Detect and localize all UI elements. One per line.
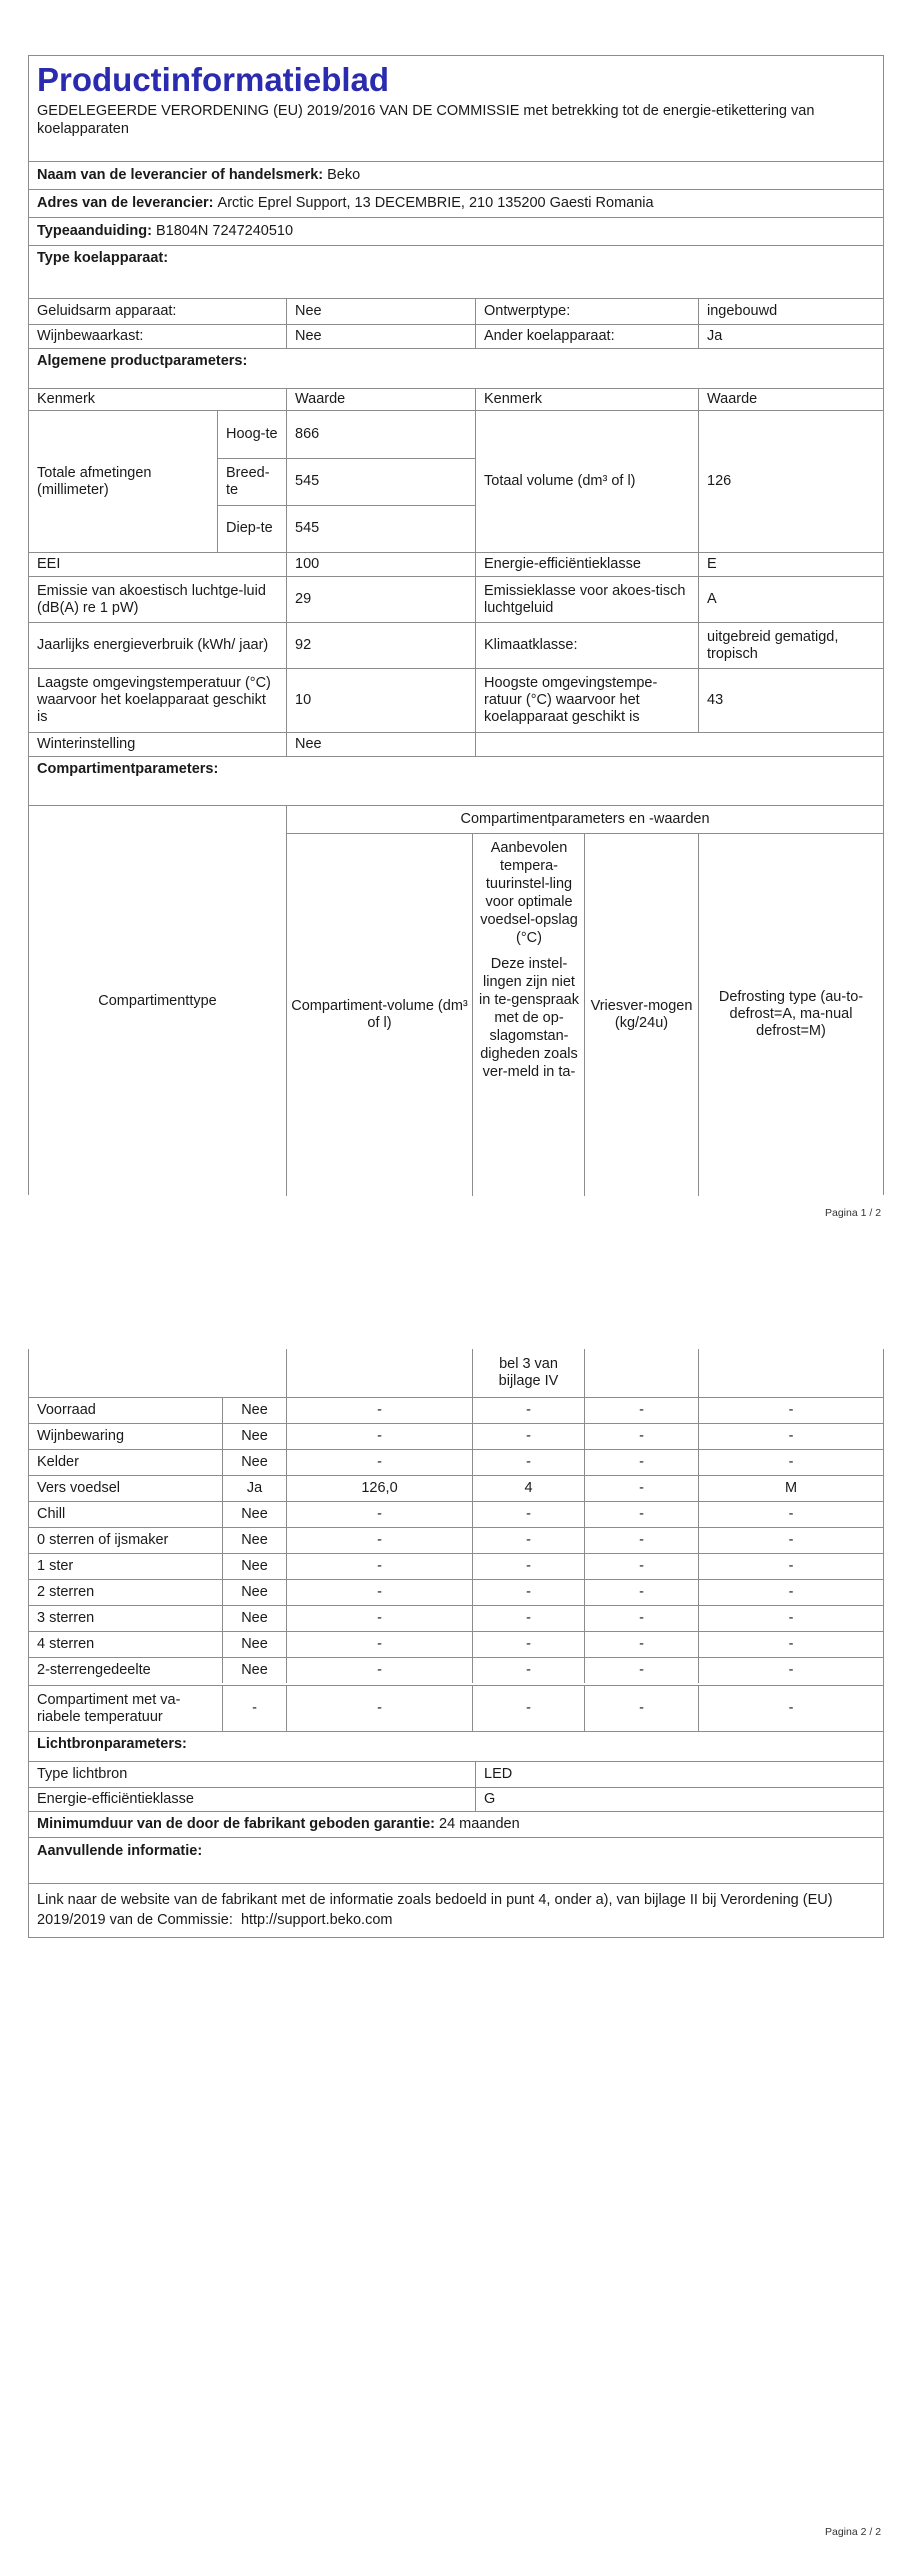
min-temp-label: Laagste omgevingstemperatuur (°C) waarvoor het koelapparaat geschikt is bbox=[37, 675, 271, 725]
compartment-volume: - bbox=[286, 1606, 472, 1631]
extra-heading: Aanvullende informatie: bbox=[37, 1843, 203, 1859]
compartment-freeze: - bbox=[584, 1450, 698, 1475]
table-row bbox=[29, 1579, 883, 1605]
noise-value: 29 bbox=[286, 577, 475, 622]
compartment-present: Nee bbox=[222, 1398, 286, 1423]
product-info-table-page1 bbox=[28, 55, 884, 1195]
compartment-present: Nee bbox=[222, 1554, 286, 1579]
type-row-2-label: Wijnbewaarkast: bbox=[37, 328, 144, 344]
comp-header-block bbox=[29, 805, 883, 1196]
compartment-freeze: - bbox=[584, 1424, 698, 1449]
energy-class-value: E bbox=[698, 553, 883, 576]
winter-row bbox=[29, 732, 883, 756]
min-temp-value: 10 bbox=[286, 669, 475, 732]
type-row-1-label2: Ontwerptype: bbox=[475, 299, 698, 324]
variable-temp-row bbox=[29, 1685, 883, 1731]
comp-temp-header-a: Aanbevolen tempera-tuurinstel-ling voor optimale voedsel-opslag (°C) bbox=[480, 840, 578, 946]
general-heading-row bbox=[29, 348, 883, 374]
noise-class-label: Emissieklasse voor akoes-tisch luchtgeluid bbox=[475, 577, 698, 622]
waarde-header: Waarde bbox=[286, 389, 475, 410]
winter-value: Nee bbox=[286, 733, 475, 756]
comp-freeze-header: Vriesver-mogen (kg/24u) bbox=[584, 833, 698, 1196]
general-column-header bbox=[29, 388, 883, 410]
address-label: Adres van de leverancier: bbox=[37, 195, 214, 211]
param-row-4 bbox=[29, 668, 883, 732]
comp-type-header: Compartimenttype bbox=[98, 992, 217, 1009]
dimensions-block bbox=[29, 410, 883, 552]
climate-class-label: Klimaatklasse: bbox=[475, 623, 698, 668]
dim-depth-label: Diep-te bbox=[217, 505, 286, 552]
energy-class-label: Energie-efficiëntieklasse bbox=[475, 553, 698, 576]
eei-value: 100 bbox=[286, 553, 475, 576]
warranty-row bbox=[29, 1811, 883, 1837]
compartment-defrost: - bbox=[698, 1398, 883, 1423]
extra-info-row bbox=[29, 1883, 883, 1938]
compartment-present: Nee bbox=[222, 1658, 286, 1683]
light-class-label: Energie-efficiëntieklasse bbox=[37, 1791, 194, 1807]
dim-height-value: 866 bbox=[286, 411, 475, 458]
compartment-volume: - bbox=[286, 1398, 472, 1423]
type-row-1-value2: ingebouwd bbox=[698, 299, 883, 324]
table-row bbox=[29, 1423, 883, 1449]
compartment-volume: - bbox=[286, 1424, 472, 1449]
light-type-value: LED bbox=[475, 1762, 883, 1787]
table-row bbox=[29, 1501, 883, 1527]
light-heading: Lichtbronparameters: bbox=[37, 1736, 187, 1752]
compartment-temp: - bbox=[472, 1502, 584, 1527]
address-row bbox=[29, 189, 883, 217]
compartment-freeze: - bbox=[584, 1398, 698, 1423]
table-row bbox=[29, 1605, 883, 1631]
compartment-defrost: - bbox=[698, 1632, 883, 1657]
model-label: Typeaanduiding: bbox=[37, 223, 152, 239]
address-value: Arctic Eprel Support, 13 DECEMBRIE, 210 135200 Gaesti Romania bbox=[217, 195, 654, 211]
waarde-header-2: Waarde bbox=[698, 389, 883, 410]
regulation-subtitle: GEDELEGEERDE VERORDENING (EU) 2019/2016 VAN DE COMMISSIE met betrekking tot de energie-etikettering van koelapparaten bbox=[37, 103, 815, 137]
comp-defrost-header: Defrosting type (au-to-defrost=A, ma-nual defrost=M) bbox=[698, 833, 883, 1196]
product-info-table-page2 bbox=[28, 1349, 884, 1938]
param-row-1 bbox=[29, 552, 883, 576]
compartment-temp: 4 bbox=[472, 1476, 584, 1501]
max-temp-value: 43 bbox=[698, 669, 883, 732]
comp-volume-header: Compartiment-volume (dm³ of l) bbox=[286, 833, 472, 1196]
variable-temp-defrost: - bbox=[698, 1686, 883, 1731]
table-row bbox=[29, 1449, 883, 1475]
dim-height-label: Hoog-te bbox=[217, 411, 286, 458]
table-row bbox=[29, 1475, 883, 1501]
compartment-present: Nee bbox=[222, 1580, 286, 1605]
type-row-1 bbox=[29, 298, 883, 324]
compartment-temp: - bbox=[472, 1398, 584, 1423]
variable-temp-freeze: - bbox=[584, 1686, 698, 1731]
compartment-present: Nee bbox=[222, 1528, 286, 1553]
compartment-defrost: - bbox=[698, 1606, 883, 1631]
noise-class-value: A bbox=[698, 577, 883, 622]
variable-temp-present: - bbox=[222, 1686, 286, 1731]
type-row-2-label2: Ander koelapparaat: bbox=[475, 325, 698, 348]
compartment-temp: - bbox=[472, 1424, 584, 1449]
compartment-label: 2 sterren bbox=[37, 1584, 95, 1600]
compartment-label: 0 sterren of ijsmaker bbox=[37, 1532, 169, 1548]
compartment-defrost: - bbox=[698, 1528, 883, 1553]
light-type-label: Type lichtbron bbox=[37, 1766, 128, 1782]
dim-width-label: Breed-te bbox=[217, 458, 286, 505]
compartment-volume: - bbox=[286, 1528, 472, 1553]
model-row bbox=[29, 217, 883, 245]
compartment-defrost: - bbox=[698, 1502, 883, 1527]
light-heading-row bbox=[29, 1731, 883, 1757]
table-row bbox=[29, 1553, 883, 1579]
max-temp-label: Hoogste omgevingstempe-ratuur (°C) waarvoor het koelapparaat geschikt is bbox=[475, 669, 698, 732]
type-row-2 bbox=[29, 324, 883, 348]
variable-temp-label: Compartiment met va-riabele temperatuur bbox=[37, 1691, 181, 1725]
warranty-value: 24 maanden bbox=[439, 1816, 520, 1832]
light-row-1 bbox=[29, 1761, 883, 1787]
compartment-label: 4 sterren bbox=[37, 1636, 95, 1652]
eei-label: EEI bbox=[37, 556, 61, 572]
compartment-volume: - bbox=[286, 1658, 472, 1683]
compartment-present: Nee bbox=[222, 1502, 286, 1527]
supplier-row bbox=[29, 161, 883, 189]
compartment-temp: - bbox=[472, 1658, 584, 1683]
type-row-2-value2: Ja bbox=[698, 325, 883, 348]
compartment-defrost: M bbox=[698, 1476, 883, 1501]
compartment-freeze: - bbox=[584, 1476, 698, 1501]
manufacturer-link[interactable]: http://support.beko.com bbox=[240, 1912, 393, 1928]
compartment-volume: - bbox=[286, 1580, 472, 1605]
page-number-1: Pagina 1 / 2 bbox=[825, 1207, 882, 1219]
variable-temp-temp: - bbox=[472, 1686, 584, 1731]
type-heading-row bbox=[29, 245, 883, 271]
compartment-label: Chill bbox=[37, 1506, 66, 1522]
winter-label: Winterinstelling bbox=[37, 736, 136, 752]
compartment-freeze: - bbox=[584, 1580, 698, 1605]
compartment-freeze: - bbox=[584, 1554, 698, 1579]
model-value: B1804N 7247240510 bbox=[155, 223, 294, 239]
compartment-freeze: - bbox=[584, 1632, 698, 1657]
annual-energy-value: 92 bbox=[286, 623, 475, 668]
compartment-present: Nee bbox=[222, 1424, 286, 1449]
variable-temp-volume: - bbox=[286, 1686, 472, 1731]
compartment-label: 3 sterren bbox=[37, 1610, 95, 1626]
total-volume-value: 126 bbox=[698, 411, 883, 552]
compartment-label: Kelder bbox=[37, 1454, 79, 1470]
general-heading: Algemene productparameters: bbox=[37, 353, 248, 369]
comp-temp-header-continuation: bel 3 van bijlage IV bbox=[472, 1349, 584, 1397]
compartment-volume: - bbox=[286, 1450, 472, 1475]
compartment-volume: - bbox=[286, 1632, 472, 1657]
supplier-label: Naam van de leverancier of handelsmerk: bbox=[37, 167, 324, 183]
dimensions-label: Totale afmetingen (millimeter) bbox=[37, 464, 152, 498]
climate-class-value: uitgebreid gematigd, tropisch bbox=[698, 623, 883, 668]
compartment-present: Ja bbox=[222, 1476, 286, 1501]
compartment-temp: - bbox=[472, 1632, 584, 1657]
kenmerk-header-2: Kenmerk bbox=[475, 389, 698, 410]
dim-width-value: 545 bbox=[286, 458, 475, 505]
compartment-defrost: - bbox=[698, 1580, 883, 1605]
light-class-value: G bbox=[475, 1788, 883, 1811]
noise-label: Emissie van akoestisch luchtge-luid (dB(A) re 1 pW) bbox=[37, 582, 266, 616]
total-volume-label: Totaal volume (dm³ of l) bbox=[475, 411, 698, 552]
table-row bbox=[29, 1657, 883, 1683]
compartment-volume: - bbox=[286, 1502, 472, 1527]
table-row bbox=[29, 1397, 883, 1423]
compartment-temp: - bbox=[472, 1606, 584, 1631]
comp-heading: Compartimentparameters: bbox=[37, 761, 219, 777]
extra-heading-row bbox=[29, 1837, 883, 1865]
compartment-defrost: - bbox=[698, 1658, 883, 1683]
comp-group-header: Compartimentparameters en -waarden bbox=[286, 806, 883, 833]
type-row-1-label: Geluidsarm apparaat: bbox=[37, 303, 177, 319]
comp-temp-header-b: Deze instel-lingen zijn niet in te-genspraak met de op-slagomstan-digheden zoals ver-meld in ta- bbox=[479, 956, 579, 1080]
warranty-label: Minimumduur van de door de fabrikant geboden garantie: bbox=[37, 1816, 435, 1832]
comp-temp-header bbox=[472, 833, 585, 1196]
compartment-present: Nee bbox=[222, 1632, 286, 1657]
compartment-present: Nee bbox=[222, 1606, 286, 1631]
compartment-label: Vers voedsel bbox=[37, 1480, 121, 1496]
type-heading: Type koelapparaat: bbox=[37, 250, 169, 266]
dim-depth-value: 545 bbox=[286, 505, 475, 552]
comp-header-continuation bbox=[29, 1349, 883, 1397]
compartment-freeze: - bbox=[584, 1528, 698, 1553]
annual-energy-label: Jaarlijks energieverbruik (kWh/ jaar) bbox=[37, 637, 269, 653]
page-title: Productinformatieblad bbox=[37, 61, 390, 98]
compartment-temp: - bbox=[472, 1580, 584, 1605]
compartment-volume: 126,0 bbox=[286, 1476, 472, 1501]
compartment-freeze: - bbox=[584, 1606, 698, 1631]
comp-heading-row bbox=[29, 756, 883, 782]
compartment-temp: - bbox=[472, 1528, 584, 1553]
param-row-3 bbox=[29, 622, 883, 668]
page-number-2: Pagina 2 / 2 bbox=[825, 2526, 882, 2538]
compartment-defrost: - bbox=[698, 1424, 883, 1449]
compartment-defrost: - bbox=[698, 1554, 883, 1579]
type-row-2-value: Nee bbox=[286, 325, 475, 348]
compartment-present: Nee bbox=[222, 1450, 286, 1475]
table-row bbox=[29, 1631, 883, 1657]
type-row-1-value: Nee bbox=[286, 299, 475, 324]
compartment-label: 1 ster bbox=[37, 1558, 74, 1574]
light-row-2 bbox=[29, 1787, 883, 1811]
kenmerk-header: Kenmerk bbox=[37, 391, 96, 407]
compartment-temp: - bbox=[472, 1450, 584, 1475]
extra-info-text: Link naar de website van de fabrikant met de informatie zoals bedoeld in punt 4, onder a), van bijlage II bij Verordening (EU) 2019/2019 van de Commissie: bbox=[37, 1892, 833, 1928]
compartment-volume: - bbox=[286, 1554, 472, 1579]
compartment-label: Voorraad bbox=[37, 1402, 96, 1418]
compartment-temp: - bbox=[472, 1554, 584, 1579]
compartment-label: 2-sterrengedeelte bbox=[37, 1662, 151, 1678]
compartment-label: Wijnbewaring bbox=[37, 1428, 125, 1444]
compartment-defrost: - bbox=[698, 1450, 883, 1475]
table-row bbox=[29, 1527, 883, 1553]
supplier-value: Beko bbox=[327, 167, 361, 183]
param-row-2 bbox=[29, 576, 883, 622]
compartment-freeze: - bbox=[584, 1502, 698, 1527]
compartment-freeze: - bbox=[584, 1658, 698, 1683]
